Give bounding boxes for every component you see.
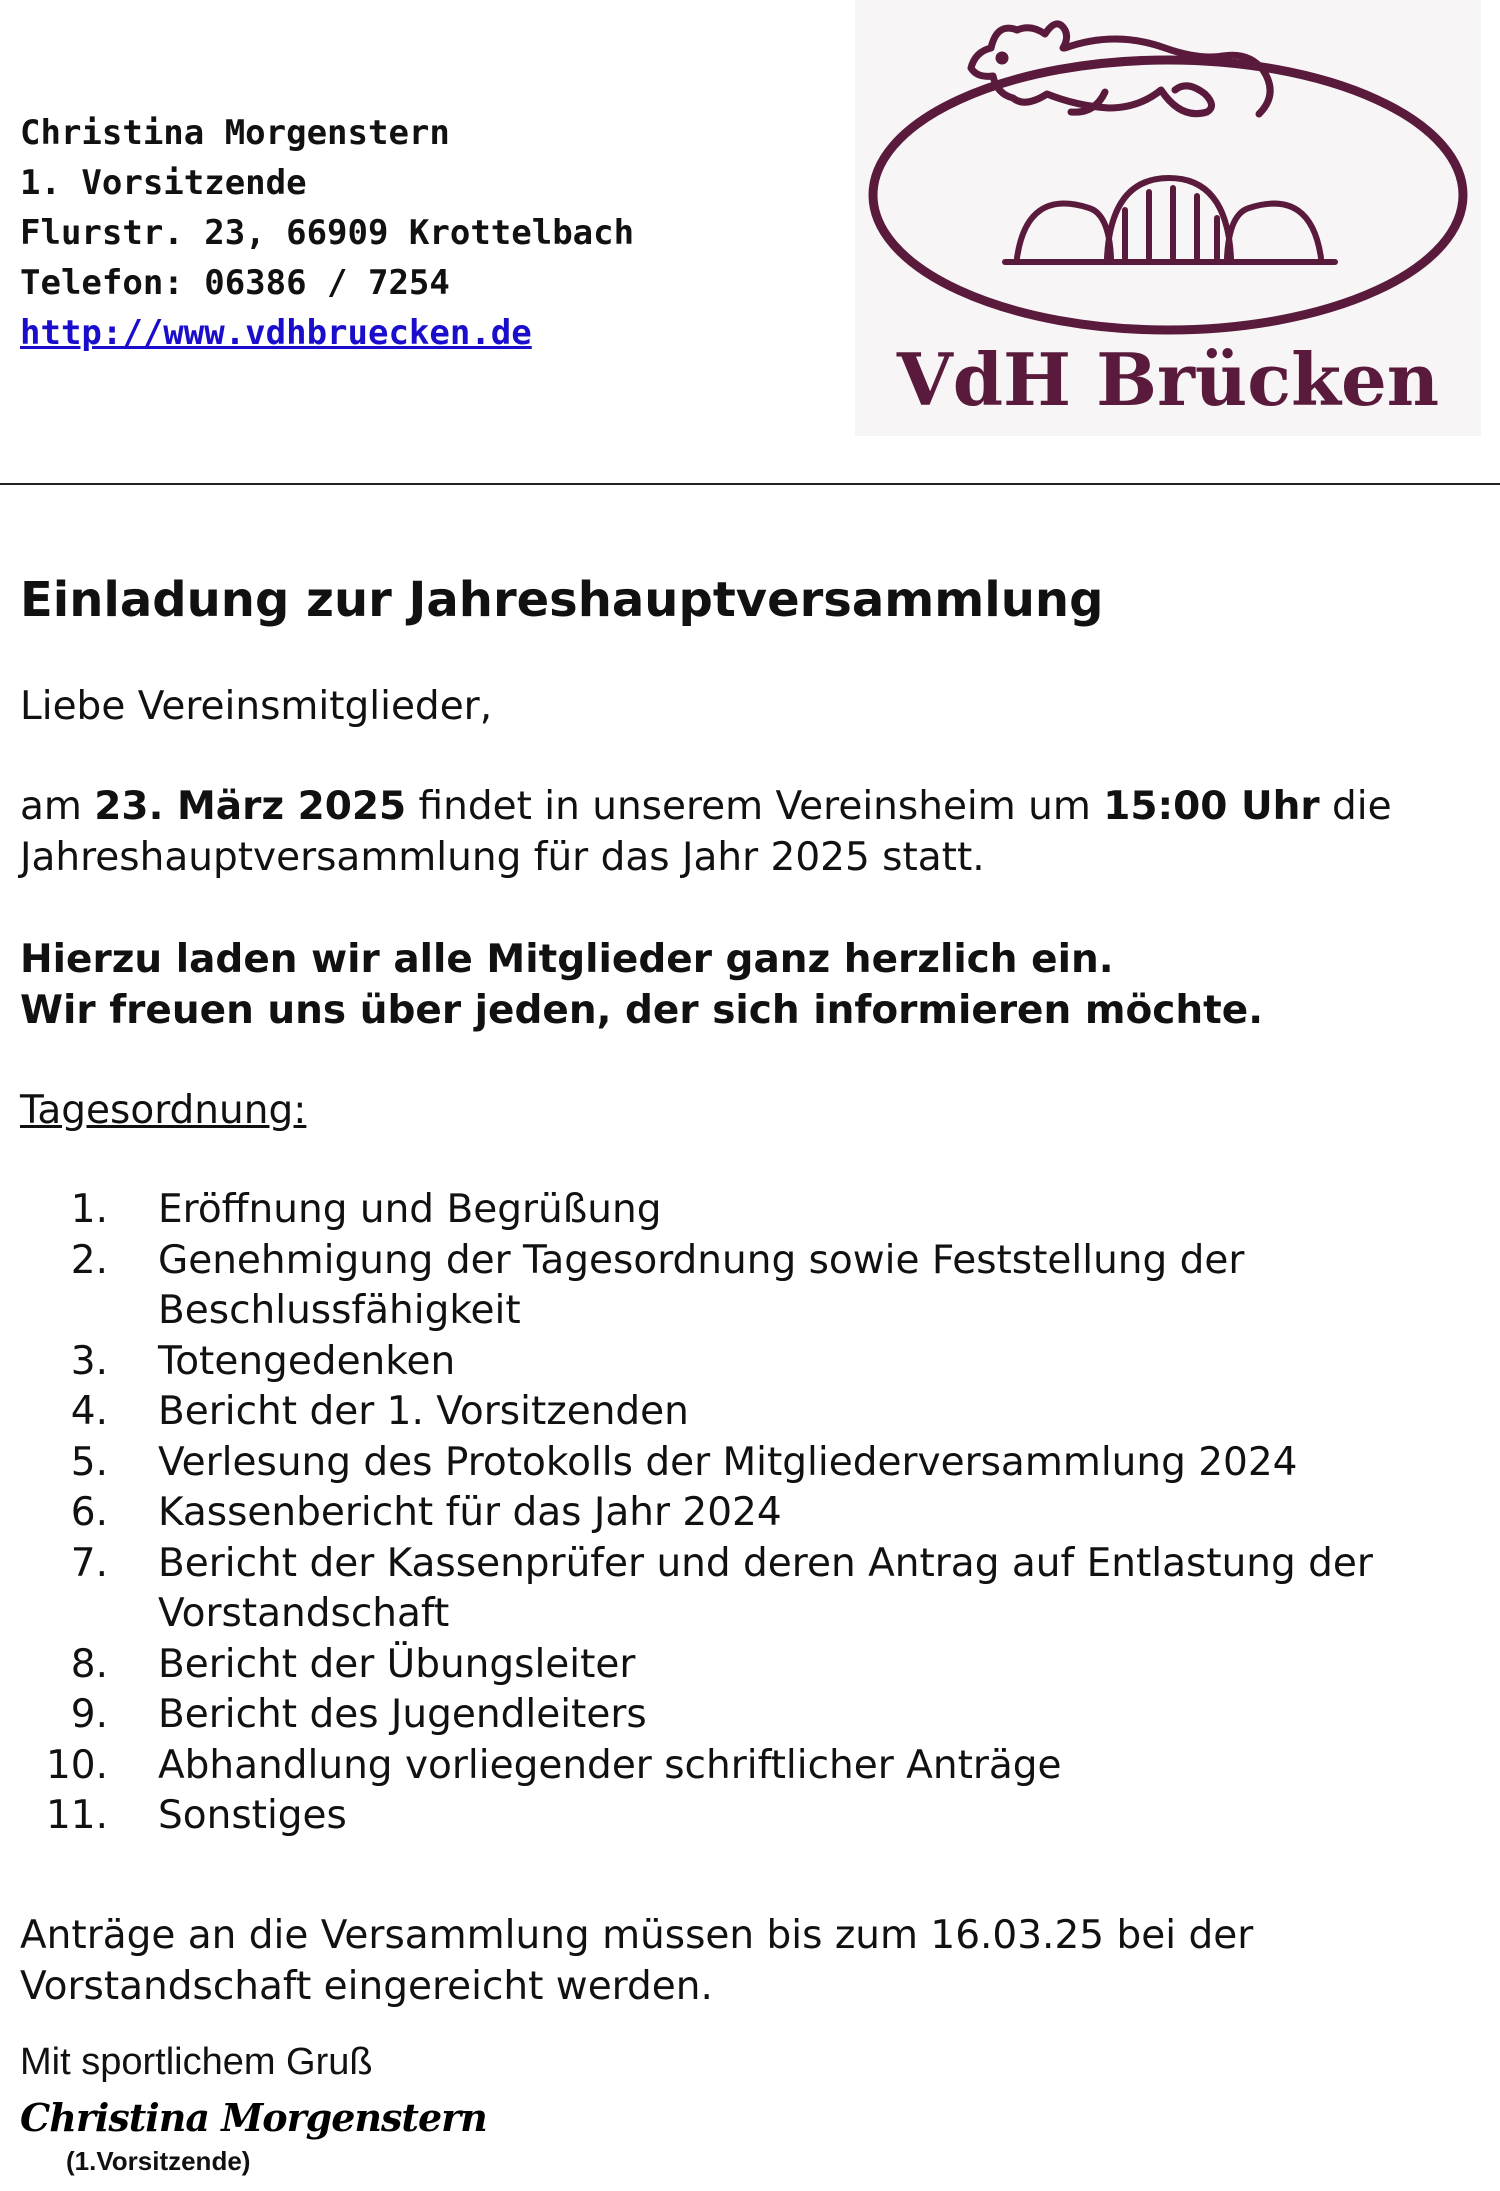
deadline-paragraph: Anträge an die Versammlung müssen bis zum 16.03.25 bei der Vorstandschaft eingereicht werden. <box>20 1913 1254 2009</box>
letter-title: Einladung zur Jahreshauptversammlung <box>20 572 1104 628</box>
list-item-text: Genehmigung der Tagesordnung sowie Feststellung der Beschlussfähigkeit <box>158 1237 1245 1333</box>
list-item-text: Bericht der Kassenprüfer und deren Antrag auf Entlastung der Vorstandschaft <box>158 1540 1373 1636</box>
list-item-number: 7. <box>70 1540 108 1586</box>
website-link[interactable]: http://www.vdhbruecken.de <box>20 313 532 353</box>
list-item <box>0 1488 1408 1539</box>
logo-graphic <box>855 0 1481 436</box>
intro-middle: findet in unserem Vereinsheim um <box>406 784 1104 829</box>
list-item <box>0 1438 1408 1489</box>
list-item-number: 3. <box>70 1338 108 1384</box>
list-item-number: 2. <box>70 1237 108 1283</box>
meeting-time: 15:00 Uhr <box>1103 784 1320 829</box>
list-item-text: Abhandlung vorliegender schriftlicher Anträge <box>158 1742 1062 1788</box>
intro-suffix: die Jahreshauptversammlung für das Jahr 2025 statt. <box>20 784 1392 880</box>
invitation-line-1: Hierzu laden wir alle Mitglieder ganz herzlich ein. <box>20 937 1114 982</box>
list-item-number: 11. <box>45 1793 108 1838</box>
vdh-bruecken-logo <box>855 0 1481 436</box>
list-item-text: Kassenbericht für das Jahr 2024 <box>158 1490 782 1535</box>
dog-icon <box>971 24 1270 114</box>
list-item-text: Sonstiges <box>158 1793 347 1838</box>
closing-phrase: Mit sportlichem Gruß <box>20 2041 373 2083</box>
agenda-heading: Tagesordnung: <box>20 1088 307 1133</box>
list-item-number: 6. <box>70 1490 108 1535</box>
list-item <box>0 1539 1408 1640</box>
agenda-list <box>0 1185 1408 1842</box>
list-item <box>0 1741 1408 1792</box>
bridge-icon <box>1005 178 1335 262</box>
sender-phone: Telefon: 06386 / 7254 <box>20 263 450 303</box>
signature-role: (1.Vorsitzende) <box>66 2146 251 2176</box>
list-item-text: Totengedenken <box>158 1338 456 1384</box>
list-item-number: 8. <box>70 1641 108 1687</box>
intro-prefix: am <box>20 784 95 829</box>
list-item <box>0 1791 1408 1842</box>
meeting-date: 23. März 2025 <box>94 784 407 829</box>
sender-block <box>20 108 634 358</box>
list-item-text: Bericht der Übungsleiter <box>158 1641 636 1687</box>
invitation-paragraph <box>20 934 1263 1036</box>
header-divider <box>0 483 1500 485</box>
list-item-number: 9. <box>70 1692 108 1737</box>
list-item <box>0 1185 1408 1236</box>
greeting: Liebe Vereinsmitglieder, <box>20 684 493 729</box>
list-item-text: Verlesung des Protokolls der Mitgliederversammlung 2024 <box>158 1439 1298 1485</box>
list-item <box>0 1690 1408 1741</box>
list-item <box>0 1387 1408 1438</box>
list-item-text: Bericht des Jugendleiters <box>158 1692 647 1737</box>
signature: Christina Morgenstern <box>20 2095 487 2140</box>
list-item-number: 4. <box>70 1389 108 1434</box>
sender-name: Christina Morgenstern <box>20 113 450 153</box>
list-item-number: 5. <box>70 1439 108 1485</box>
sender-role: 1. Vorsitzende <box>20 163 307 203</box>
logo-text: VdH Brücken <box>896 337 1440 422</box>
invitation-line-2: Wir freuen uns über jeden, der sich informieren möchte. <box>20 988 1264 1033</box>
list-item <box>0 1640 1408 1691</box>
sender-address: Flurstr. 23, 66909 Krottelbach <box>20 213 635 253</box>
list-item-text: Bericht der 1. Vorsitzenden <box>158 1389 689 1434</box>
list-item-number: 10. <box>45 1742 108 1788</box>
list-item <box>0 1337 1408 1388</box>
list-item-text: Eröffnung und Begrüßung <box>158 1187 662 1232</box>
intro-paragraph <box>20 781 1460 883</box>
list-item <box>0 1236 1408 1337</box>
list-item-number: 1. <box>70 1187 108 1232</box>
